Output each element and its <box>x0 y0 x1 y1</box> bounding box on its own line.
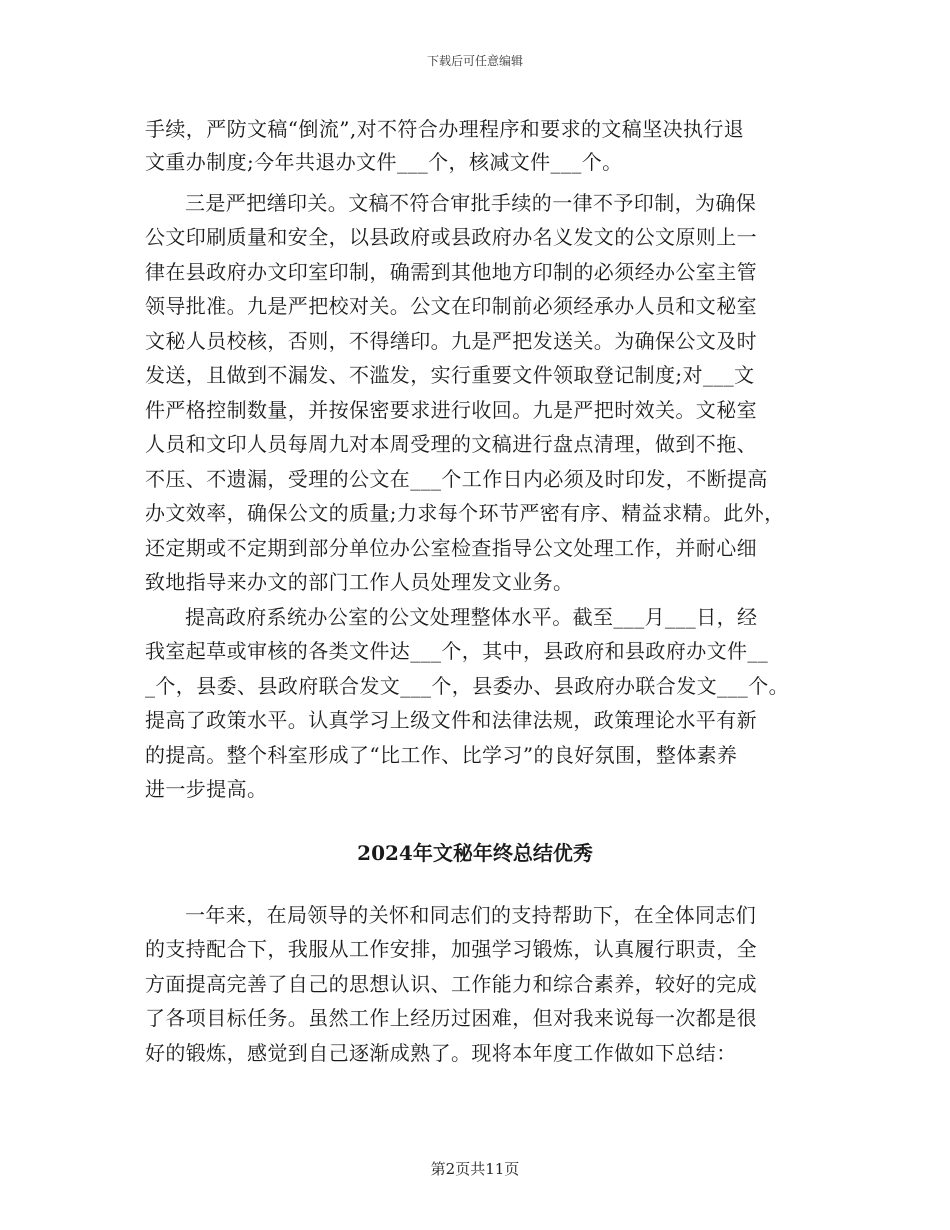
paragraph-line: 人员和文印人员每周九对本周受理的文稿进行盘点清理，做到不拖、 <box>145 432 757 456</box>
paragraph-line: 不压、不遗漏，受理的公文在___个工作日内必须及时印发，不断提高 <box>145 467 768 491</box>
page-number: 第2页共11页 <box>430 1160 520 1178</box>
paragraph-line: 文秘人员校核，否则，不得缮印。九是严把发送关。为确保公文及时 <box>145 329 757 353</box>
page-header: 下载后可任意编辑 <box>426 54 523 68</box>
paragraph-line: 好的锻炼，感觉到自己逐渐成熟了。现将本年度工作做如下总结： <box>145 1041 737 1065</box>
paragraph-line: 了各项目标任务。虽然工作上经历过困难，但对我来说每一次都是很 <box>145 1006 757 1030</box>
paragraph-line: 领导批准。九是严把校对关。公文在印制前必须经承办人员和文秘室 <box>145 294 757 318</box>
paragraph-line: _个，县委、县政府联合发文___个，县委办、县政府办联合发文___个。 <box>145 674 789 698</box>
paragraph-line: 三是严把缮印关。文稿不符合审批手续的一律不予印制，为确保 <box>185 191 757 215</box>
paragraph-line: 件严格控制数量，并按保密要求进行收回。九是严把时效关。文秘室 <box>145 398 757 422</box>
paragraph-line: 文重办制度;今年共退办文件___个，核减文件___个。 <box>145 150 623 174</box>
paragraph-line: 进一步提高。 <box>145 777 268 801</box>
paragraph-line: 律在县政府办文印室印制，确需到其他地方印制的必须经办公室主管 <box>145 260 757 284</box>
paragraph-line: 致地指导来办文的部门工作人员处理发文业务。 <box>145 570 574 594</box>
paragraph-line: 的支持配合下，我服从工作安排，加强学习锻炼，认真履行职责，全 <box>145 937 757 961</box>
paragraph-line: 手续，严防文稿“倒流”,对不符合办理程序和要求的文稿坚决执行退 <box>145 117 745 141</box>
paragraph-line: 提高了政策水平。认真学习上级文件和法律法规，政策理论水平有新 <box>145 708 757 732</box>
paragraph-line: 方面提高完善了自己的思想认识、工作能力和综合素养，较好的完成 <box>145 972 757 996</box>
paragraph-line: 办文效率，确保公文的质量;力求每个环节严密有序、精益求精。此外， <box>145 501 785 525</box>
paragraph-line: 还定期或不定期到部分单位办公室检查指导公文处理工作，并耐心细 <box>145 536 757 560</box>
paragraph-line: 提高政府系统办公室的公文处理整体水平。截至___月___日，经 <box>185 605 758 629</box>
section-title: 2024年文秘年终总结优秀 <box>357 841 593 865</box>
paragraph-line: 公文印刷质量和安全，以县政府或县政府办名义发文的公文原则上一 <box>145 225 757 249</box>
paragraph-line: 一年来，在局领导的关怀和同志们的支持帮助下，在全体同志们 <box>185 903 757 927</box>
paragraph-line: 我室起草或审核的各类文件达___个，其中，县政府和县政府办文件__ <box>145 639 769 663</box>
paragraph-line: 的提高。整个科室形成了“比工作、比学习”的良好氛围，整体素养 <box>145 743 738 767</box>
paragraph-line: 发送，且做到不漏发、不滥发，实行重要文件领取登记制度;对___文 <box>145 363 755 387</box>
